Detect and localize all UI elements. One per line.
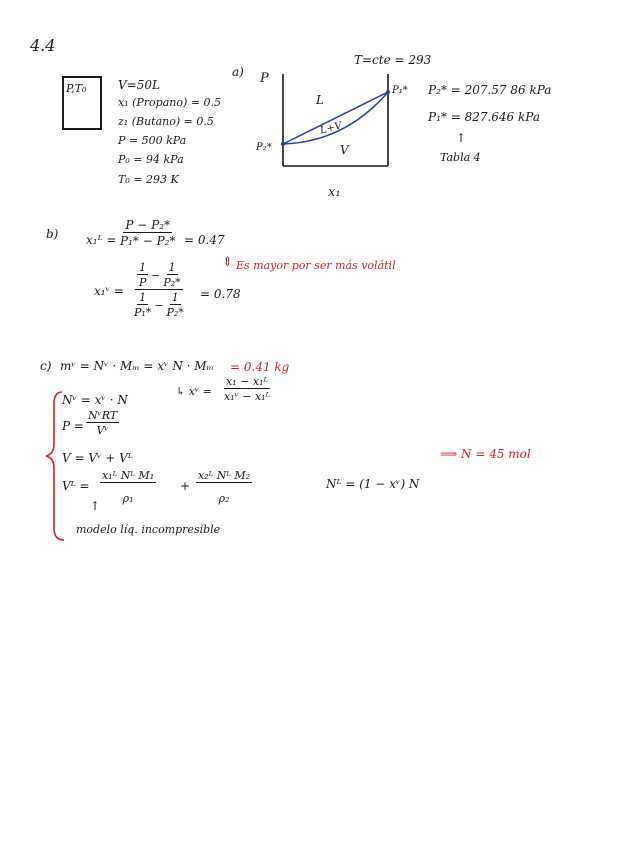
ideal-gas-lhs: P = xyxy=(62,419,84,433)
vapor-den-b-den: P₂* xyxy=(166,306,184,319)
temperature-label: T=cte = 293 xyxy=(354,53,432,67)
part-a-label: a) xyxy=(232,65,244,79)
p1-saturation-value: P₁* = 827.646 kPa xyxy=(428,110,540,124)
liquid-volume-term-2-den: ρ₂ xyxy=(218,492,230,505)
vapor-den-a-den: P₁* xyxy=(134,306,152,319)
given-z1: z₁ (Butano) = 0.5 xyxy=(118,115,214,128)
liquid-volume-term-2 xyxy=(196,470,252,504)
given-p0: P₀ = 94 kPa xyxy=(118,153,184,166)
incompressible-model-note: modelo líq. incompresible xyxy=(76,523,221,536)
liquid-volume-term-1-den: ρ₁ xyxy=(122,492,134,505)
x-axis-label: x₁ xyxy=(328,185,341,200)
liquid-fraction-result: = 0.47 xyxy=(184,233,225,247)
liquid-region-label: L xyxy=(316,93,324,107)
liquid-moles-equation: Nᴸ = (1 − xᵛ) N xyxy=(326,477,420,491)
volume-balance-equation: V = Vᵛ + Vᴸ xyxy=(62,451,133,465)
vapor-fraction-def-num: x₁ − x₁ᴸ xyxy=(226,375,269,388)
ideal-gas-numerator: NᵛRT xyxy=(88,409,118,422)
up-arrow-icon: ↑ xyxy=(90,499,101,513)
system-box-label: P,T₀ xyxy=(66,82,87,95)
vapor-mass-result: = 0.41 kg xyxy=(230,360,290,374)
vapor-num-a-den: P xyxy=(138,276,147,289)
problem-number: 4.4 xyxy=(30,36,56,55)
part-b-label: b) xyxy=(46,227,59,241)
total-moles-result: ⟹ N = 45 mol xyxy=(440,447,531,461)
two-phase-region-label: L+V xyxy=(318,120,344,137)
liquid-volume-term-2-num: x₂ᴸ Nᴸ M₂ xyxy=(198,469,251,482)
p2-sat-point-label: P₂* xyxy=(256,142,272,153)
up-arrow-icon: ↑ xyxy=(456,131,467,145)
liquid-volume-term-1 xyxy=(100,470,156,504)
vapor-num-a: 1 xyxy=(139,261,147,274)
vapor-num-b: 1 xyxy=(168,261,176,274)
liquid-fraction-numerator: P − P₂* xyxy=(125,218,171,232)
vapor-den-b: 1 xyxy=(171,291,179,304)
vapor-fraction-lhs: x₁ᵛ = xyxy=(94,284,124,298)
vapor-fraction-formula: $\frac{1}{P}$ − $\frac{1}{\text{P₂*}}$ $\frac{1}{\text{P₁*}}$ − $\frac{1}{\text{P₂*}}$ xyxy=(134,261,184,319)
given-t0: T₀ = 293 K xyxy=(118,173,179,186)
p2-saturation-value: P₂* = 207.57 86 kPa xyxy=(428,83,552,97)
vapor-region-label: V xyxy=(340,143,349,157)
vapor-fraction-def-lhs: ↳ xᵛ = xyxy=(176,385,212,398)
vapor-num-b-den: P₂* xyxy=(163,276,181,289)
liquid-volume-lhs: Vᴸ = xyxy=(62,479,90,493)
vapor-fraction-def-den: x₁ᵛ − x₁ᴸ xyxy=(224,390,271,403)
liquid-fraction-denominator: P₁* − P₂* xyxy=(120,234,176,248)
vapor-fraction-result: = 0.78 xyxy=(200,287,241,301)
table-reference: Tabla 4 xyxy=(440,151,481,164)
moles-vapor-equation: Nᵛ = xᵛ · N xyxy=(62,393,128,407)
liquid-fraction-lhs: x₁ᴸ = xyxy=(86,233,117,247)
given-volume: V=50L xyxy=(118,78,160,92)
ideal-gas-fraction xyxy=(86,410,119,436)
given-pressure: P = 500 kPa xyxy=(118,134,187,147)
plus-sign: + xyxy=(180,479,191,493)
given-x1: x₁ (Propano) = 0.5 xyxy=(118,96,221,109)
vapor-mass-equation: mᵛ = Nᵛ · Mₘ = xᵛ N · Mₘ xyxy=(60,359,214,373)
liquid-volume-term-1-num: x₁ᴸ Nᴸ M₁ xyxy=(102,469,155,482)
p1-sat-point-label: P₁* xyxy=(392,85,408,96)
updown-arrow-icon: ⇕ xyxy=(222,255,233,270)
vapor-den-a: 1 xyxy=(139,291,147,304)
y-axis-label: P xyxy=(260,71,269,86)
part-c-label: c) xyxy=(40,359,52,373)
volatility-note: Es mayor por ser más volátil xyxy=(236,259,396,272)
ideal-gas-denominator: Vᵛ xyxy=(96,424,109,437)
